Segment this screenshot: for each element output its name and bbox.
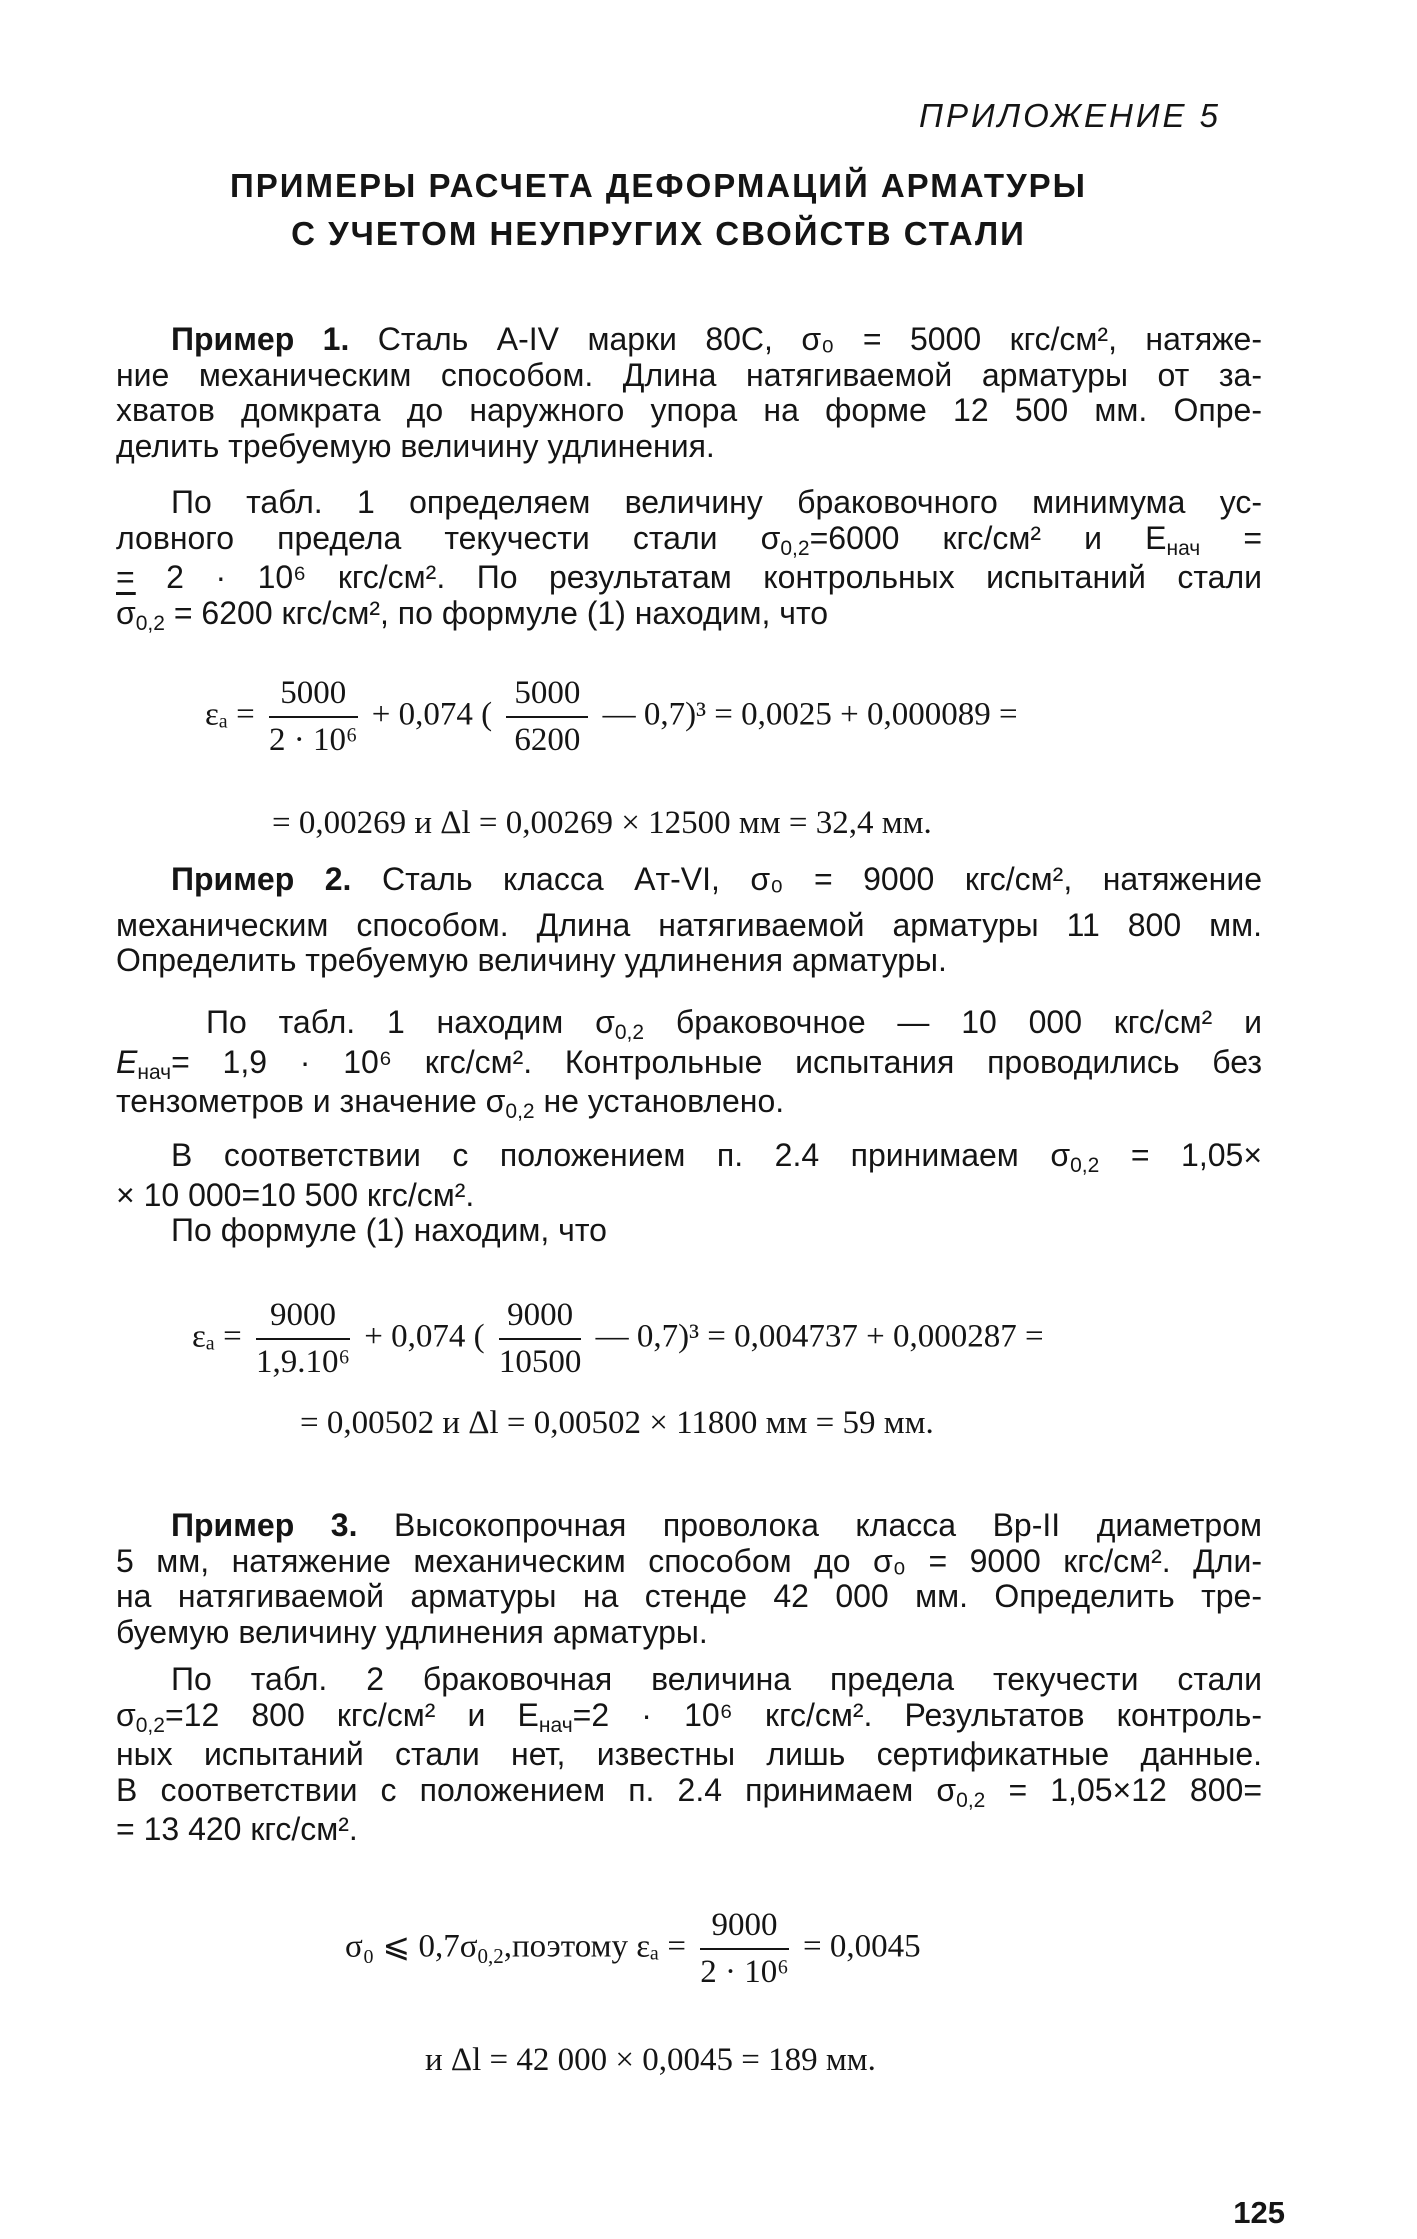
page-number: 125 (1233, 2195, 1285, 2230)
example-2-label: Пример 2. (171, 861, 352, 897)
fraction: $\frac{9000}{\text{2 · 10⁶}}$ (700, 1907, 789, 1990)
title-line-1: ПРИМЕРЫ РАСЧЕТА ДЕФОРМАЦИЙ АРМАТУРЫ (230, 167, 1087, 204)
fraction: $\frac{5000}{6200}$ (506, 675, 588, 759)
title-line-2: С УЧЕТОМ НЕУПРУГИХ СВОЙСТВ СТАЛИ (291, 215, 1026, 252)
example-2-note: В соответствии с положением п. 2.4 принимаем σ0,2 = 1,05× × 10 000=10 500 кгс/см². По формуле (1) находим, что (116, 1137, 1262, 1248)
example-1-statement: Пример 1. Сталь A-IV марки 80С, σ₀ = 5000 кгс/см², натяже- ние механическим способом. Длина натягиваемой арматуры от за- хватов домкрата до наружного упора на форме 12 500 мм. Опре- делить требуемую величину удлинения. (116, 321, 1263, 464)
example-3-solution: По табл. 2 браковочная величина предела текучести стали σ0,2=12 800 кгс/см² и Eнач=2 · 10⁶ кгс/см². Результатов контроль- ных испытаний стали нет, известны лишь сертификатные данные. В соответствии с положением п. 2.4 принимаем σ0,2 = 1,05×12 800= = 13 420 кгс/см². (116, 1661, 1263, 1847)
page-title (100, 162, 1217, 258)
example-1-label: Пример 1. (171, 321, 350, 357)
appendix-heading: ПРИЛОЖЕНИЕ 5 (919, 97, 1221, 134)
example-3-label: Пример 3. (171, 1507, 358, 1543)
fraction: $\frac{9000}{10500}$ (498, 1297, 582, 1380)
fraction: $\frac{5000}{\text{2 · 10⁶}}$ (269, 675, 358, 758)
example-2-solution: По табл. 1 находим σ0,2 браковочное — 10 000 кгс/см² и Eнач= 1,9 · 10⁶ кгс/см². Контрольные испытания проводились без тензометров и значение σ0,2 не установлено. (116, 1004, 1263, 1123)
fraction: $\frac{9000}{\text{1,9.10⁶}}$ (256, 1297, 351, 1380)
example-1-solution: По табл. 1 определяем величину браковочного минимума ус- ловного предела текучести стали σ0,2=6000 кгс/см² и Eнач = = 2 · 10⁶ кгс/см². По результатам контрольных испытаний стали $\overline{\sigma}0,2 = 6200$ кгс/см², по формуле (1) находим, что (116, 484, 1263, 635)
example-2-statement: Пример 2. Сталь класса Aт-VI, σ₀ = 9000 кгс/см², натяжение механическим способом. Длина натягиваемой арматуры 11 800 мм. Определить требуемую величину удлинения арматуры. (116, 861, 1263, 978)
document-page: ПРИЛОЖЕНИЕ 5 ПРИМЕРЫ РАСЧЕТА ДЕФОРМАЦИЙ АРМАТУРЫ С УЧЕТОМ НЕУПРУГИХ СВОЙСТВ СТАЛИ Пример 1. Сталь A-IV марки 80С, σ₀ = 5000 кгс/см², натяже- ние механическим способом. Длина натягиваемой арматуры от за- хватов домкрата до наружного упора на форме 12 500 мм. Опре- делить требуемую величину удлинения. По табл. 1 определяем величину браковочного минимума ус- ловного предела текучести стали σ0,2=6000 кгс/см² и Eнач = = 2 · 10⁶ кгс/см². По результатам контрольных испытаний стали $\overline{\sigma}0,2 = 6200$ кгс/см², по формуле (1) находим, что εₐ = $\frac{5000}{\text{2 · 10⁶}}$ + 0,074 ( $\frac{5000}{6200}$ — 0,7)³ = 0,0025 + 0,000089 = = 0,00269 и Δl = 0,00269 × 12500 мм = 32,4 мм. Пример 2. Сталь класса Aт-VI, σ₀ = 9000 кгс/см², натяжение механическим способом. Длина натягиваемой арматуры 11 800 мм. Определить требуемую величину удлинения арматуры. По табл. 1 находим σ0,2 браковочное — 10 000 кгс/см² и Eнач= 1,9 · 10⁶ кгс/см². Контрольные испытания проводились без тензометров и значение σ0,2 не установлено. В соответствии с положением п. 2.4 принимаем σ0,2 = 1,05× × 10 000=10 500 кгс/см². По формуле (1) находим, что εₐ = $\frac{9000}{\text{1,9.10⁶}}$ + 0,074 ( $\frac{9000}{10500}$ — 0,7)³ = 0,004737 + 0,000287 = = 0,00502 и Δl = 0,00502 × 11800 мм = 59 мм. Пример 3. Высокопрочная проволока класса Bp-II диаметром 5 мм, натяжение механическим способом до σ₀ = 9000 кгс/см². Дли- на натягиваемой арматуры на стенде 42 000 мм. Определить тре- буемую величину удлинения арматуры. По табл. 2 браковочная величина предела текучести стали σ0,2=12 800 кгс/см² и Eнач=2 · 10⁶ кгс/см². Результатов контроль- ных испытаний стали нет, известны лишь сертификатные данные. В соответствии с положением п. 2.4 принимаем σ0,2 = 1,05×12 800= = 13 420 кгс/см². σ₀ ⩽ 0,7σ0,2,поэтому εₐ = $\frac{9000}{\text{2 · 10⁶}}$ = 0,0045 и Δl = 42 000 × 0,0045 = 189 мм. 125 (0, 0, 1417, 2239)
example-3-statement: Пример 3. Высокопрочная проволока класса Bp-II диаметром 5 мм, натяжение механическим способом до σ₀ = 9000 кгс/см². Дли- на натягиваемой арматуры на стенде 42 000 мм. Определить тре- буемую величину удлинения арматуры. (116, 1507, 1263, 1650)
